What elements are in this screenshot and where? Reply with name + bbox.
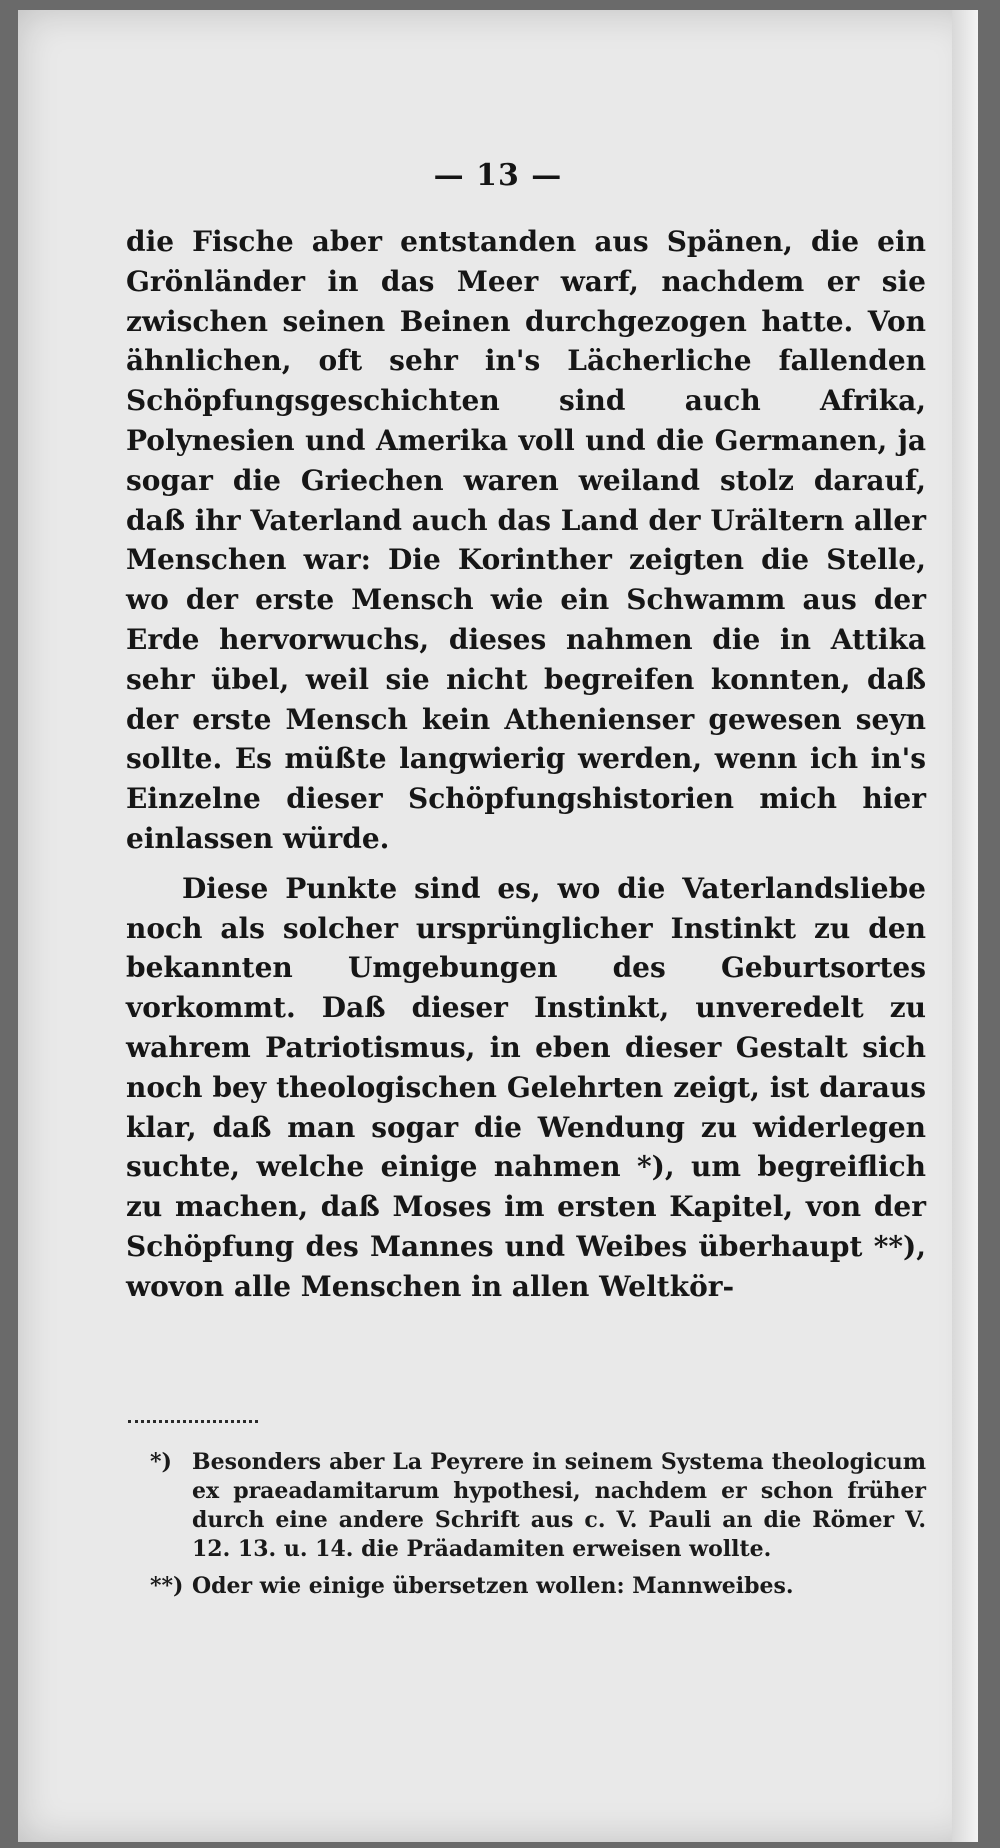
paragraph: die Fische aber entstanden aus Spänen, die ein Grönländer in das Meer warf, nachdem er sie zwischen seinen Beinen durchgezogen hatte. Von ähnlichen, oft sehr in's Lächerliche fallenden Schöpfungsgeschichten sind auch Afrika, Polynesien und Amerika voll und die Germanen, ja sogar die Griechen waren weiland stolz darauf, daß ihr Vaterland auch das Land der Urältern aller Menschen war: Die Korinther zeigten die Stelle, wo der erste Mensch wie ein Schwamm aus der Erde hervorwuchs, dieses nahmen die in Attika sehr übel, weil sie nicht begreifen konnten, daß der erste Mensch kein Athenienser gewesen seyn sollte. Es müßte langwierig werden, wenn ich in's Einzelne dieser Schöpfungshistorien mich hier einlassen würde. [126,225,926,855]
page-number: — 13 — [433,158,563,193]
footnote-mark: **) [150,1573,184,1599]
footnote-divider [128,1420,258,1423]
scan-edge [952,10,978,1842]
footnotes [150,1448,926,1609]
footnote-text: Besonders aber La Peyrere in seinem Systema theologicum ex praeadamitarum hypothesi, nachdem er schon früher durch eine andere Schrift aus c. V. Pauli an die Römer V. 12. 13. u. 14. die Präadamiten erweisen wollte. [192,1449,926,1562]
footnote-text: Oder wie einige übersetzen wollen: Mannweibes. [192,1573,794,1599]
footnote [150,1448,926,1564]
main-text [126,222,926,1307]
paragraph: Diese Punkte sind es, wo die Vaterlandsliebe noch als solcher ursprünglicher Instinkt zu den bekannten Umgebungen des Geburtsortes vorkommt. Daß dieser Instinkt, unveredelt zu wahrem Patriotismus, in eben dieser Gestalt sich noch bey theologischen Gelehrten zeigt, ist daraus klar, daß man sogar die Wendung zu widerlegen suchte, welche einige nahmen *), um begreiflich zu machen, daß Moses im ersten Kapitel, von der Schöpfung des Mannes und Weibes überhaupt **), wovon alle Menschen in allen Weltkör- [126,871,926,1303]
footnote [150,1572,926,1601]
footnote-mark: *) [150,1449,172,1475]
book-page [18,10,978,1842]
